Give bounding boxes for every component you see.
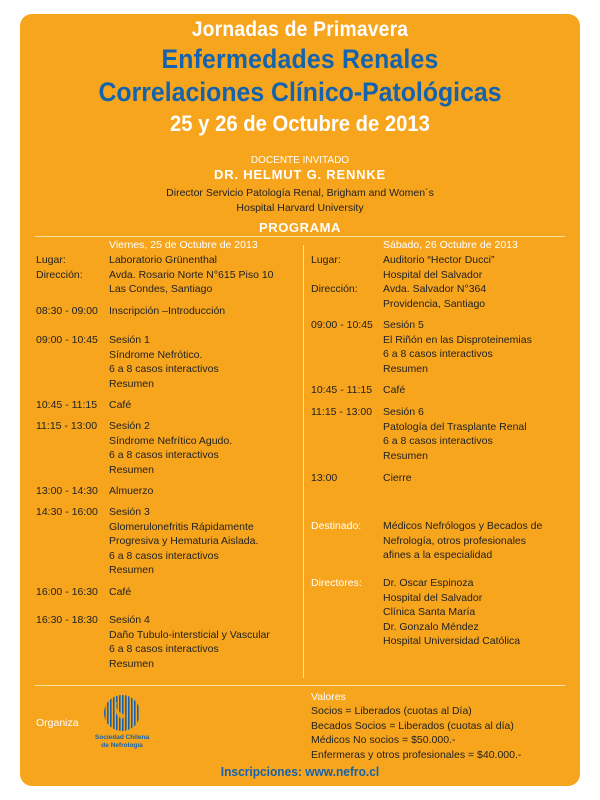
schedule-line: Resumen [383,449,428,462]
schedule-line: Sesión 2 [109,420,150,432]
price-line: Enfermeras y otros profesionales = $40.000.- [311,748,522,761]
day2-lugar-label: Lugar: [311,254,341,266]
schedule-time: 11:15 - 13:00 [311,406,373,418]
schedule-time: 09:00 - 10:45 [36,334,98,346]
schedule-time: 14:30 - 16:00 [36,506,98,518]
valores-title: Valores [311,691,346,703]
column-divider [303,245,304,678]
schedule-time: 13:00 [311,472,338,484]
day1-title: Viernes, 25 de Octubre de 2013 [109,239,258,251]
schedule-line: Café [109,399,132,411]
director-line: Dr. Oscar Espinoza [383,577,474,589]
schedule-time: 11:15 - 13:00 [36,420,98,432]
guest-role-line-1: Director Servicio Patología Renal, Brigham and Women´s [166,187,434,199]
schedule-item [109,304,225,319]
schedule-line: Resumen [109,657,154,670]
schedule-line: Síndrome Nefrótico. [109,348,203,361]
schedule-line: Sesión 5 [383,319,424,331]
director-line: Hospital del Salvador [383,591,483,604]
day1-lugar-label: Lugar: [36,254,66,266]
schedule-item [109,613,270,671]
schedule-time: 16:30 - 18:30 [36,614,98,626]
audience-line: afines a la especialidad [383,549,493,561]
footer-divider [35,685,565,686]
address-line: Avda. Rosario Norte N°615 Piso 10 [109,268,274,281]
schedule-line: 6 a 8 casos interactivos [109,549,219,562]
director-line: Dr. Gonzalo Méndez [383,620,479,633]
schedule-item [109,505,258,578]
schedule-line: Patología del Trasplante Renal [383,420,527,433]
schedule-line: El Riñón en las Disproteinemias [383,333,532,346]
schedule-line: Inscripción –Introducción [109,305,226,317]
schedule-line: Café [109,586,132,598]
director-line: Hospital Universidad Católica [383,635,521,647]
schedule-line: 6 a 8 casos interactivos [109,449,219,461]
audience-line: Médicos Nefrólogos y Becados de [383,520,543,532]
schedule-time: 13:00 - 14:30 [36,485,98,497]
schedule-line: 6 a 8 casos interactivos [383,348,493,360]
title-line-1: Enfermedades Renales [161,44,439,74]
guest-role-line-2: Hospital Harvard University [236,202,364,214]
event-name: Jornadas de Primavera [191,18,409,41]
address-line: Avda. Salvador N°364 [383,283,487,295]
price-line: Médicos No socios = $50.000.- [311,734,456,746]
schedule-line: Sesión 1 [109,334,150,346]
schedule-line: Sesión 4 [109,614,150,626]
schedule-line: 6 a 8 casos interactivos [109,363,219,375]
schedule-item [109,333,219,391]
inscripciones-link[interactable]: Inscripciones: www.nefro.cl [220,764,380,779]
schedule-item [109,585,131,600]
day1-direccion [109,268,274,297]
schedule-line: Resumen [109,564,154,576]
schedule-line: 6 a 8 casos interactivos [383,435,493,447]
event-dates: 25 y 26 de Octubre de 2013 [170,111,430,136]
schedule-line: 6 a 8 casos interactivos [109,643,219,655]
schedule-item [109,419,232,477]
day1-direccion-label: Dirección: [36,268,83,281]
schedule-line: Resumen [109,463,154,476]
schedule-time: 10:45 - 11:15 [36,399,98,411]
day2-lugar [383,253,494,282]
director-line: Clínica Santa María [383,606,476,618]
guest-role [0,186,600,216]
price-line: Socios = Liberados (cuotas al Día) [311,705,472,717]
schedule-item [383,318,532,376]
schedule-line: Glomerulonefritis Rápidamente [109,520,254,533]
schedule-time: 10:45 - 11:15 [311,384,373,396]
schedule-line: Progresiva y Hematuria Aislada. [109,535,259,547]
program-top-divider [35,236,565,237]
price-line: Becados Socios = Liberados (cuotas al día) [311,719,514,732]
address-line: Providencia, Santiago [383,297,486,310]
schedule-time: 16:00 - 16:30 [36,586,98,598]
schedule-item [109,398,131,413]
venue-line: Hospital del Salvador [383,268,483,281]
guest-label: DOCENTE INVITADO [250,155,350,166]
audience-line: Nefrología, otros profesionales [383,534,526,547]
schedule-item [383,405,527,463]
title-line-2: Correlaciones Clínico-Patológicas [98,77,502,107]
sociedad-chilena-logo-icon [102,693,142,733]
schedule-item [109,484,153,499]
schedule-line: Sesión 3 [109,506,150,518]
destinado-text [383,519,542,563]
day2-direccion [383,282,486,311]
schedule-line: Café [383,384,406,396]
address-line: Las Condes, Santiago [109,283,213,295]
program-heading: PROGRAMA [258,220,342,235]
day2-direccion-label: Dirección: [311,283,358,295]
day2-title: Sábado, 26 Octubre de 2013 [383,239,518,251]
schedule-line: Almuerzo [109,485,154,497]
directores-label: Directores: [311,577,362,589]
schedule-line: Sesión 6 [383,406,424,418]
schedule-line: Resumen [109,377,154,390]
schedule-item [383,471,412,486]
schedule-line: Daño Tubulo-intersticial y Vascular [109,628,270,641]
logo-name [85,734,159,750]
schedule-line: Resumen [383,362,428,375]
day1-lugar: Laboratorio Grünenthal [109,254,217,266]
schedule-time: 08:30 - 09:00 [36,305,98,317]
schedule-item [383,383,405,398]
schedule-line: Cierre [383,472,412,484]
logo-name-line-1: Sociedad Chilena [94,734,150,741]
directores-list [383,576,520,649]
valores-list [311,704,521,762]
logo-name-line-2: de Nefrología [101,742,143,749]
schedule-line: Síndrome Nefrítico Agudo. [109,434,233,447]
organiza-label: Organiza [36,717,79,729]
destinado-label: Destinado: [311,520,362,532]
venue-line: Auditorio “Hector Ducci” [383,254,495,266]
schedule-time: 09:00 - 10:45 [311,319,373,331]
guest-name: DR. HELMUT G. RENNKE [214,167,386,182]
